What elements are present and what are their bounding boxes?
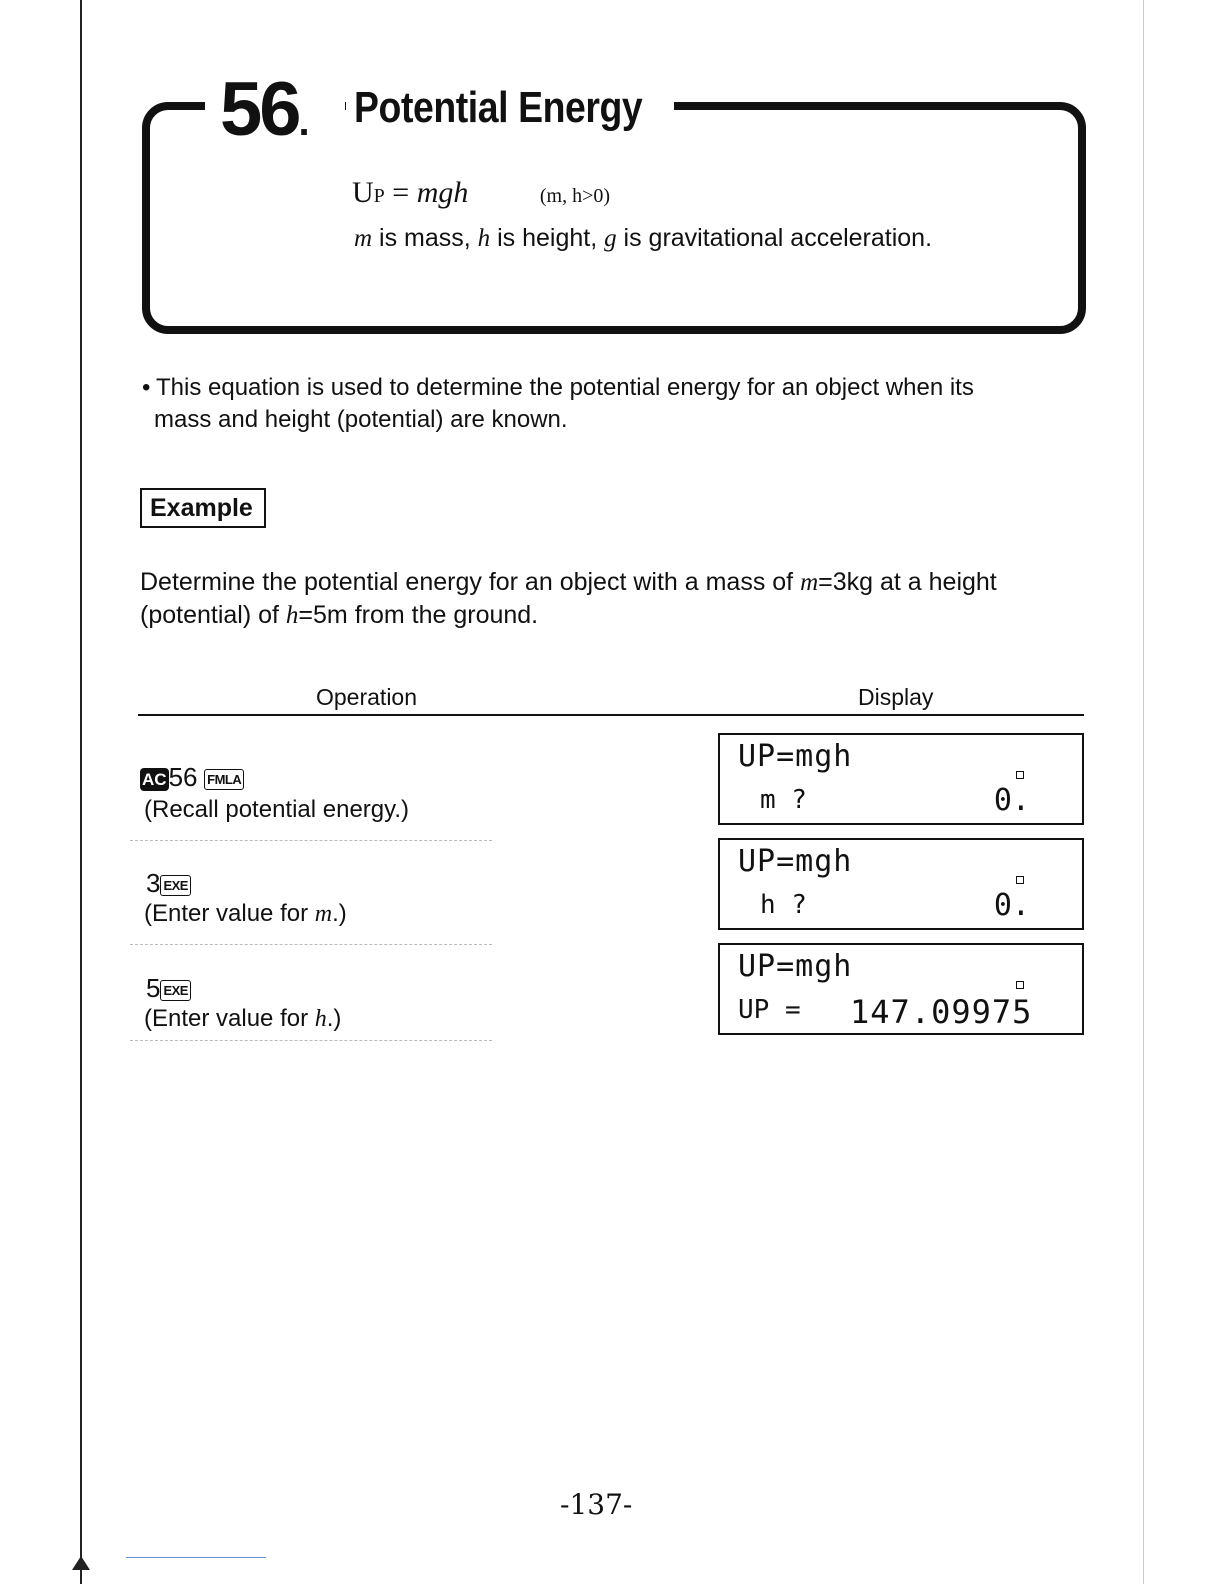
fmla-key-icon: FMLA	[204, 769, 244, 790]
section-number: 56.	[220, 67, 307, 152]
formula-lhs-sub: P	[373, 185, 385, 207]
step-divider	[130, 1040, 492, 1041]
header-display: Display	[858, 684, 934, 710]
section-number-dot: .	[298, 100, 307, 144]
exe-key-icon: EXE	[160, 875, 191, 896]
indicator-icon	[1016, 771, 1024, 779]
indicator-icon	[1016, 981, 1024, 989]
description-line-2: mass and height (potential) are known.	[154, 406, 568, 433]
example-problem	[140, 566, 1100, 632]
step-divider	[130, 944, 492, 945]
display-step-1	[718, 733, 1084, 825]
display-prompt: h ?	[760, 890, 807, 920]
display-step-3	[718, 943, 1084, 1035]
page-number: -137-	[560, 1488, 633, 1521]
display-value: 147.09975	[850, 993, 1033, 1031]
example-label: Example	[140, 488, 266, 528]
problem-line-2: (potential) of h=5m from the ground.	[140, 601, 539, 629]
display-step-2	[718, 838, 1084, 930]
ac-key-icon: AC	[142, 770, 167, 790]
display-prompt: UP =	[738, 995, 801, 1025]
formula-rhs: mgh	[416, 176, 469, 209]
binding-line	[80, 0, 82, 1584]
section-title: Potential Energy	[354, 83, 643, 132]
step-divider	[130, 840, 492, 841]
variable-definitions: m is mass, h is height, g is gravitational acceleration.	[354, 224, 933, 252]
display-value: 0.	[993, 888, 1030, 923]
display-value: 0.	[993, 783, 1030, 818]
page-edge	[1143, 0, 1144, 1584]
display-formula: UP=mgh	[738, 844, 853, 879]
formula-condition: (m, h>0)	[539, 185, 611, 207]
indicator-icon	[1016, 876, 1024, 884]
binding-arrow-icon	[72, 1556, 90, 1570]
step-2-note: (Enter value for m.)	[144, 900, 347, 927]
problem-line-1: Determine the potential energy for an object with a mass of m=3kg at a height	[140, 568, 997, 596]
step-3-note: (Enter value for h.)	[144, 1005, 342, 1032]
display-formula: UP=mgh	[738, 949, 853, 984]
formula	[352, 178, 610, 208]
formula-equals: =	[392, 176, 410, 209]
display-formula: UP=mgh	[738, 739, 853, 774]
header-operation: Operation	[316, 684, 418, 710]
step-3-keys: 5 EXE	[146, 975, 191, 1002]
step-2-keys: 3 EXE	[146, 870, 191, 897]
header-rule	[138, 714, 1084, 716]
display-prompt: m ?	[760, 785, 807, 815]
formula-lhs: U	[352, 176, 374, 209]
exe-key-icon: EXE	[160, 980, 191, 1001]
bullet-icon: •	[142, 374, 151, 401]
bottom-rule	[126, 1557, 266, 1558]
step-1-keys: AC56 FMLA	[140, 764, 244, 791]
step-1-note: (Recall potential energy.)	[144, 796, 410, 823]
description-line-1: This equation is used to determine the potential energy for an object when its	[156, 374, 974, 401]
